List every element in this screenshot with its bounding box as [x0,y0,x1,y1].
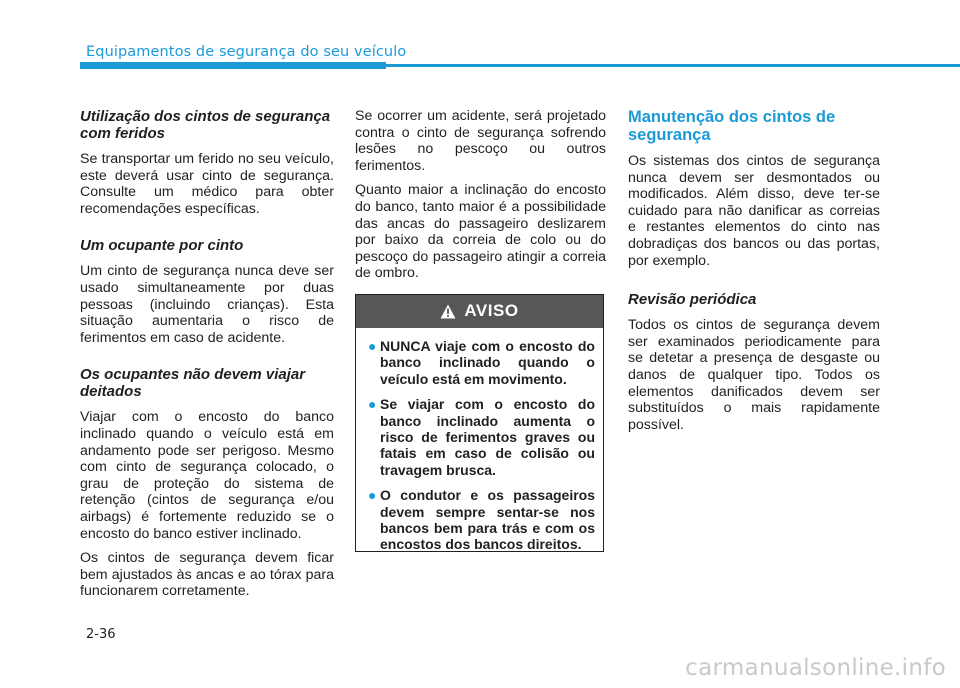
paragraph-reclined-seat: Viajar com o encosto do banco inclinado quando o veículo está em andamento pode ser perigoso. Mesmo com cinto de segurança colocado, o grau de proteção do sistema de retenção (cintos de segurança e/ou airbags) é fortemente reduzido se o encosto do banco estiver inclinado. [80,409,334,542]
bullet-icon: ● [368,337,377,354]
heading-not-lying-down: Os ocupantes não devem viajar deitados [80,366,306,401]
bullet-icon: ● [368,487,377,504]
warning-item [368,396,595,478]
paragraph-injured-passengers: Se transportar um ferido no seu veículo, este deverá usar cinto de segurança. Consulte um médico para obter recomendações específicas. [80,151,334,217]
paragraph-recline-risk: Quanto maior a inclinação do encosto do banco, tanto maior é a possibilidade das ancas do passageiro deslizarem por baixo da correia de colo ou do pescoço do passageiro atingir a correia de ombro. [355,182,606,282]
column-1 [80,108,334,608]
heading-injured-passengers: Utilização dos cintos de segurança com feridos [80,108,331,142]
warning-item [368,487,595,553]
warning-triangle-icon [440,304,456,319]
warning-item-text: Se viajar com o encosto do banco inclinado aumenta o risco de ferimentos graves ou fatais em caso de colisão ou travagem brusca. [380,396,595,478]
warning-item [368,338,595,387]
page-number: 2-36 [86,627,116,642]
bullet-icon: ● [368,396,377,413]
heading-belt-maintenance: Manutenção dos cintos de segurança [628,108,836,144]
warning-item-text: O condutor e os passageiros devem sempre sentar-se nos bancos bem para trás e com os encostos dos bancos direitos. [380,487,595,553]
warning-header [356,295,603,328]
section-header-title: Equipamentos de segurança do seu veículo [86,44,407,60]
warning-list [356,328,603,553]
column-3 [628,108,880,441]
watermark: carmanualsonline.info [685,655,946,681]
column-2 [355,108,606,552]
heading-one-occupant: Um ocupante por cinto [80,237,244,255]
paragraph-periodic-review: Todos os cintos de segurança devem ser examinados periodicamente para se detetar a presença de desgaste ou danos de qualquer tipo. Todos os elementos danificados devem ser substituídos o mais rapidamente possível. [628,317,880,433]
warning-item-text: NUNCA viaje com o encosto do banco inclinado quando o veículo está em movimento. [380,337,595,387]
heading-periodic-review: Revisão periódica [628,291,757,309]
warning-box [355,294,604,552]
header-rule-accent [80,62,386,69]
paragraph-accident-projection: Se ocorrer um acidente, será projetado contra o cinto de segurança sofrendo lesões no pescoço ou outros ferimentos. [355,108,606,174]
warning-title: AVISO [464,301,519,321]
paragraph-one-occupant: Um cinto de segurança nunca deve ser usado simultaneamente por duas pessoas (incluindo crianças). Esta situação aumentaria o risco de ferimentos em caso de acidente. [80,263,334,346]
paragraph-belt-maintenance: Os sistemas dos cintos de segurança nunca devem ser desmontados ou modificados. Além disso, deve ter-se cuidado para não danificar as correias e restantes elementos do cinto nas dobradiças dos bancos ou das portas, por exemplo. [628,153,880,269]
paragraph-belt-fit: Os cintos de segurança devem ficar bem ajustados às ancas e ao tórax para funcionarem corretamente. [80,550,334,600]
